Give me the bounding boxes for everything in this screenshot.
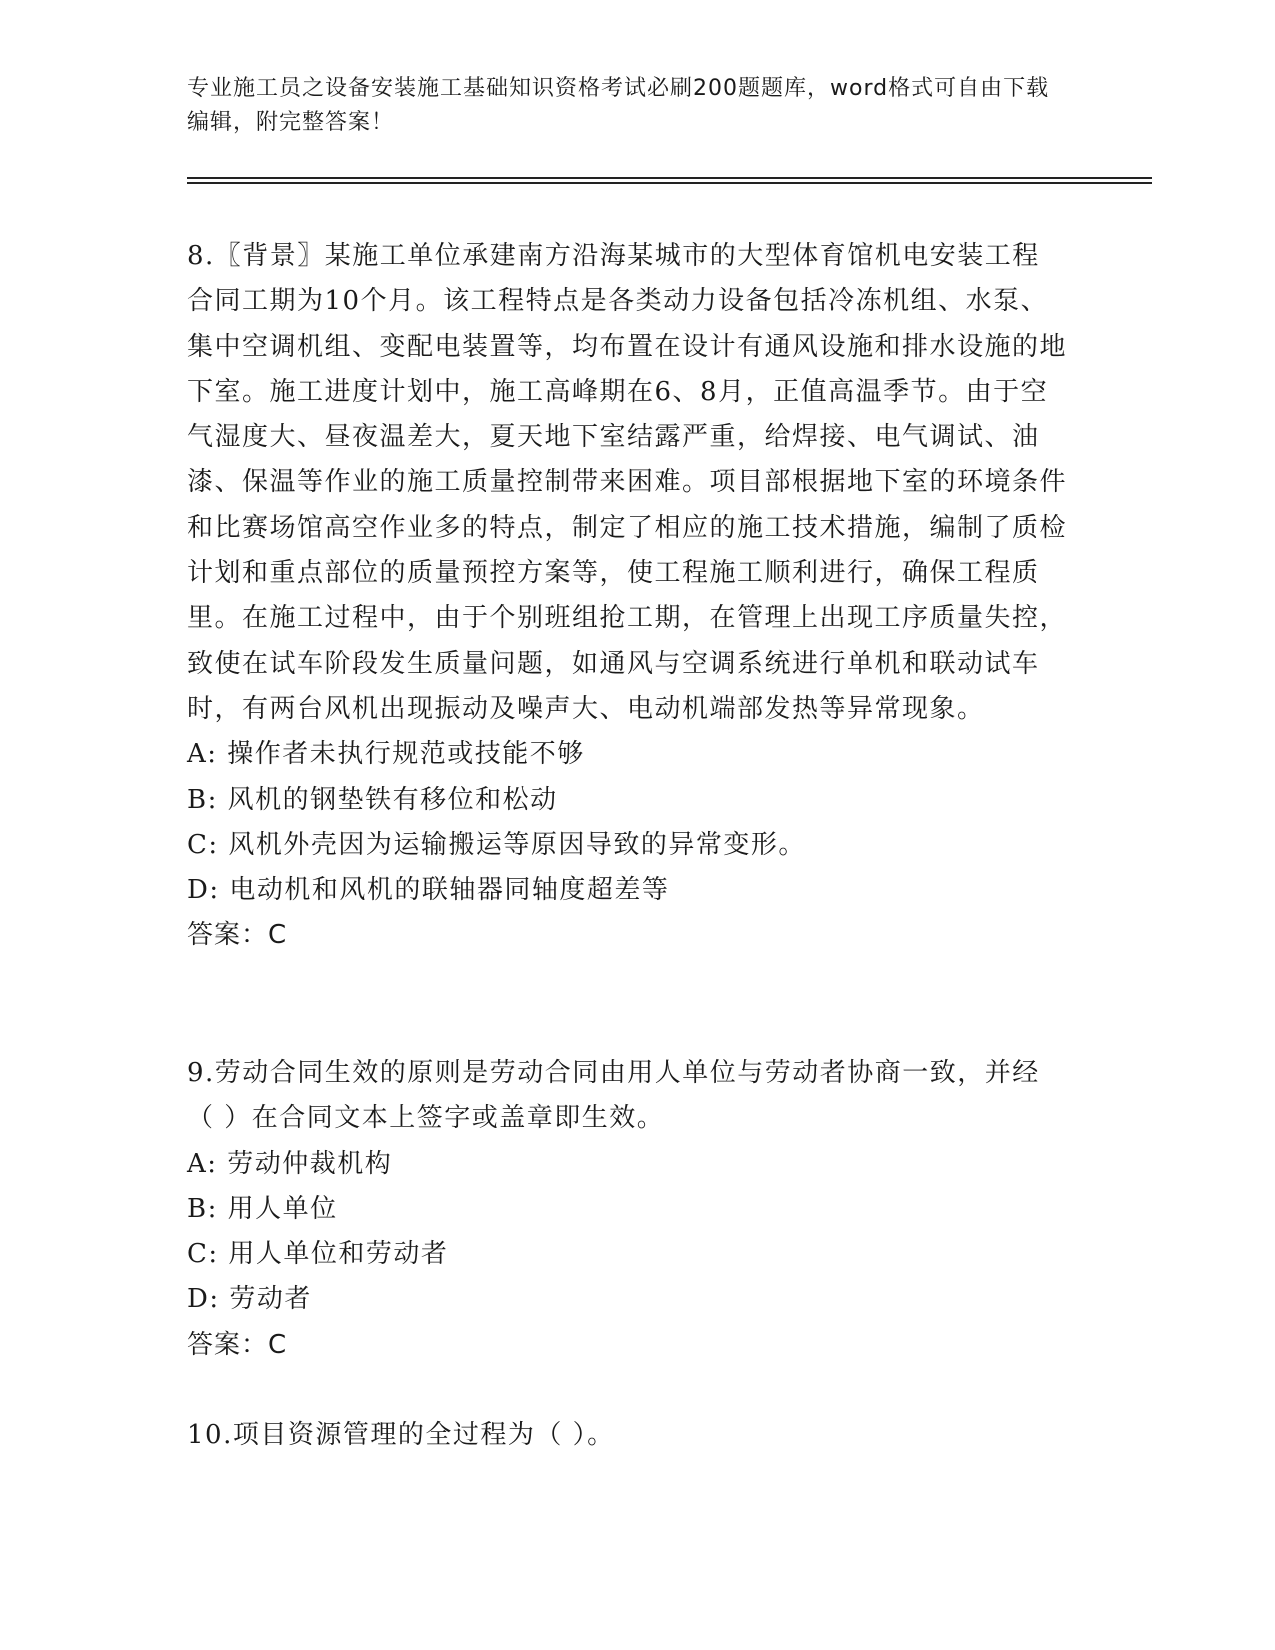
question-9 (187, 1051, 1067, 1368)
question-10 (187, 1413, 1067, 1458)
question-stem: 8.〖背景〗某施工单位承建南方沿海某城市的大型体育馆机电安装工程合同工期为10个月。该工程特点是各类动力设备包括冷冻机组、水泵、集中空调机组、变配电装置等，均布置在设计有通风设施和排水设施的地下室。施工进度计划中，施工高峰期在6、8月，正值高温季节。由于空气湿度大、昼夜温差大，夏天地下室结露严重，给焊接、电气调试、油漆、保温等作业的施工质量控制带来困难。项目部根据地下室的环境条件和比赛场馆高空作业多的特点，制定了相应的施工技术措施，编制了质检计划和重点部位的质量预控方案等，使工程施工顺利进行，确保工程质里。在施工过程中，由于个别班组抢工期，在管理上出现工序质量失控，致使在试车阶段发生质量问题，如通风与空调系统进行单机和联动试车时，有两台风机出现振动及噪声大、电动机端部发热等异常现象。 (187, 241, 1068, 724)
option-b: B: 风机的钢垫铁有移位和松动 (187, 784, 558, 815)
option-b: B: 用人单位 (187, 1193, 338, 1224)
option-d: D: 劳动者 (187, 1284, 312, 1315)
header-divider-bottom (187, 182, 1152, 184)
document-header: 专业施工员之设备安装施工基础知识资格考试必刷200题题库，word格式可自由下载编辑，附完整答案！ (187, 76, 1050, 135)
option-c: C: 风机外壳因为运输搬运等原因导致的异常变形。 (187, 829, 806, 860)
question-stem: 9.劳动合同生效的原则是劳动合同由用人单位与劳动者协商一致，并经（ ）在合同文本上签字或盖章即生效。 (187, 1058, 1040, 1134)
question-stem: 10.项目资源管理的全过程为（ ）。 (187, 1420, 615, 1450)
option-a: A: 劳动仲裁机构 (187, 1148, 393, 1179)
header-divider-top (187, 177, 1152, 179)
question-8 (187, 234, 1067, 959)
answer: 答案：C (187, 920, 288, 951)
answer: 答案：C (187, 1329, 288, 1360)
option-a: A: 操作者未执行规范或技能不够 (187, 739, 585, 770)
option-d: D: 电动机和风机的联轴器同轴度超差等 (187, 875, 670, 906)
option-c: C: 用人单位和劳动者 (187, 1239, 449, 1270)
